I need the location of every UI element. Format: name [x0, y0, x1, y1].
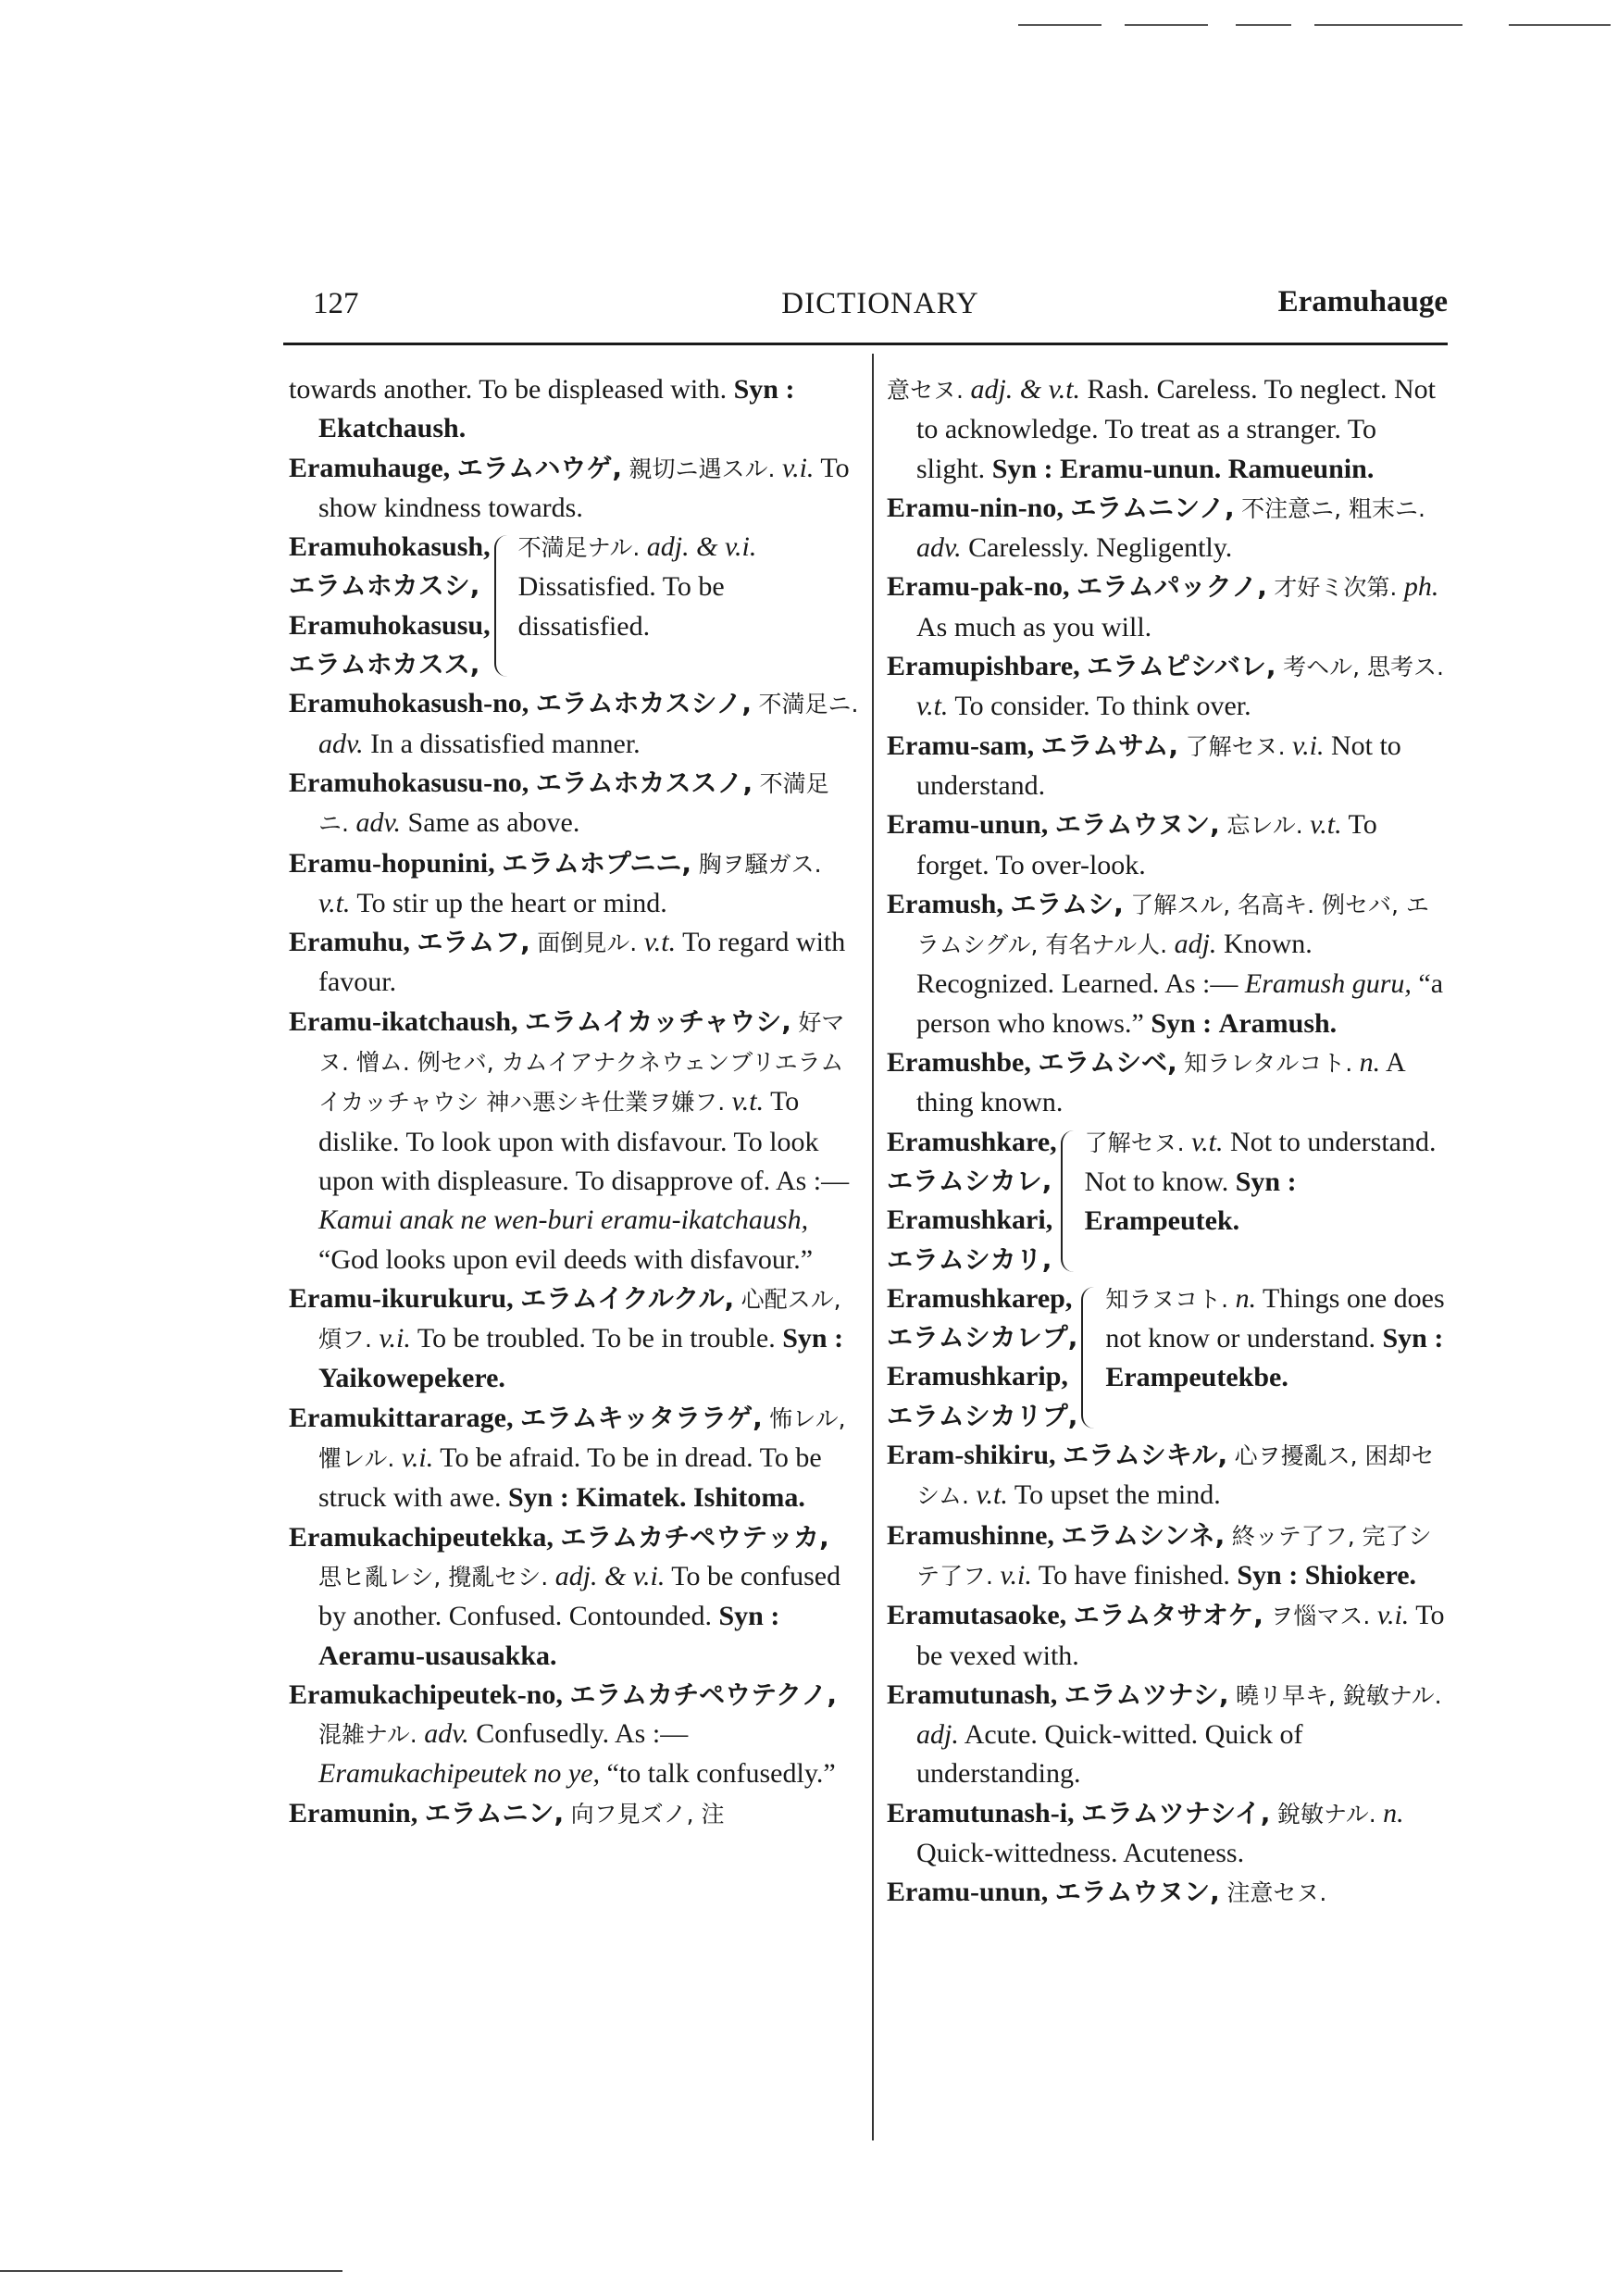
dictionary-entry	[289, 1676, 859, 1794]
dictionary-entry	[289, 844, 859, 924]
definition: towards another. To be displeased with.	[289, 374, 734, 405]
dictionary-entry	[289, 923, 859, 1003]
synonym: Shiokere.	[1304, 1559, 1417, 1591]
dictionary-entry	[887, 1043, 1451, 1123]
part-of-speech: n.	[1235, 1282, 1257, 1314]
part-of-speech: v.t.	[1310, 809, 1342, 841]
part-of-speech: n.	[1359, 1047, 1381, 1079]
grouped-entry	[887, 1123, 1451, 1279]
definition: To stir up the heart or mind.	[356, 887, 667, 918]
definition: Not to understand.	[916, 730, 1401, 801]
synonym-label: Syn :	[1151, 1007, 1213, 1039]
part-of-speech: adv.	[424, 1718, 469, 1750]
dictionary-entry	[887, 1873, 1451, 1913]
scan-mark	[1314, 24, 1462, 26]
part-of-speech: v.i.	[401, 1442, 434, 1474]
headword-kana: エラムピシバレ,	[1087, 651, 1276, 682]
synonym-label: Syn :	[1235, 1166, 1297, 1197]
headword: Eramu-ikurukuru,	[289, 1282, 514, 1314]
part-of-speech: adv.	[355, 807, 402, 839]
headword: Eramu-hopunini,	[289, 847, 495, 879]
definition: To dislike. To look upon with disfavour. To look upon with displeasure. To disapprove of. As :—	[318, 1086, 850, 1196]
definition: To regard with favour.	[318, 927, 846, 998]
entry-kanji: 不注意ニ, 粗末ニ.	[1241, 494, 1425, 522]
headword: Eramu-unun,	[887, 809, 1049, 841]
entry-kanji: 考ヘル, 思考ス.	[1283, 654, 1444, 681]
synonym-label: Syn :	[991, 453, 1053, 484]
synonym: Yaikowepekere.	[318, 1363, 505, 1394]
headword-kana: エラムニン,	[424, 1797, 565, 1828]
synonym: Kimatek. Ishitoma.	[576, 1482, 805, 1514]
headword: Eramushkari,	[887, 1204, 1053, 1236]
dictionary-entry	[289, 684, 859, 764]
synonym-label: Syn :	[1382, 1323, 1444, 1354]
dictionary-entry	[887, 1516, 1451, 1597]
headword-kana: エラムカチペウテッカ,	[560, 1521, 829, 1553]
running-header	[313, 278, 1448, 324]
headword: Eramuhauge,	[289, 452, 451, 483]
part-of-speech: v.t.	[643, 927, 677, 958]
definition: As much as you will.	[916, 611, 1152, 643]
page-number: 127	[313, 287, 359, 320]
dictionary-entry	[887, 647, 1451, 727]
entry-kanji: 意セヌ.	[887, 377, 964, 404]
entry-kanji: 知ラレタルコト.	[1184, 1050, 1353, 1078]
definition: Dissatisfied. To be dissatisfied.	[517, 571, 725, 642]
headword: Eramuhokasusu-no,	[289, 767, 529, 798]
headword: Eramu-sam,	[887, 730, 1035, 761]
dictionary-entry	[887, 1596, 1451, 1676]
headword-kana: エラムシカリプ,	[887, 1400, 1078, 1431]
part-of-speech: adj. & v.i.	[646, 531, 757, 563]
dictionary-entry	[289, 1003, 859, 1279]
definition: Known. Recognized. Learned. As :—	[916, 929, 1313, 1000]
part-of-speech: adj. & v.t.	[970, 374, 1081, 405]
entry-kanji: 不満足ニ.	[758, 691, 859, 718]
headword: Eramu-ikatchaush,	[289, 1005, 518, 1037]
entry-kanji: 面倒見ル.	[537, 930, 638, 957]
definition: To consider. To think over.	[954, 691, 1251, 722]
group-definition	[1105, 1279, 1451, 1436]
headword-kana: エラムシカレプ,	[887, 1322, 1078, 1354]
headword-kana: エラムウヌン,	[1054, 1877, 1220, 1908]
grouped-entry	[289, 528, 859, 684]
header-rule	[283, 343, 1448, 345]
headword: Eramuhokasush,	[289, 531, 491, 563]
definition: To be vexed with.	[916, 1600, 1445, 1671]
headword-kana: エラムホカススノ,	[535, 767, 753, 798]
definition: Confusedly. As :—	[476, 1718, 689, 1750]
entry-kanji: 曉リ早キ, 銳敏ナル.	[1236, 1681, 1442, 1709]
dictionary-entry	[887, 1794, 1451, 1874]
headword-kana: エラムホカスス,	[289, 649, 480, 680]
headword-kana: エラムキッタララゲ,	[519, 1402, 763, 1433]
definition: Quick-wittedness. Acuteness.	[916, 1837, 1245, 1868]
example-phrase: Eramukachipeutek no ye,	[318, 1758, 601, 1790]
example-gloss: “a person who knows.”	[916, 968, 1444, 1039]
headword: Eramushkare,	[887, 1126, 1057, 1157]
part-of-speech: v.i.	[379, 1323, 411, 1354]
synonym: Ekatchaush.	[318, 413, 467, 444]
dictionary-entry	[289, 1518, 859, 1676]
headword-kana: エラムツナシイ,	[1081, 1797, 1271, 1828]
part-of-speech: v.i.	[1292, 730, 1325, 761]
entry-kanji: 不満足ナル.	[517, 534, 641, 562]
brace-mark	[1061, 1130, 1079, 1272]
headword-kana: エラムツナシ,	[1064, 1678, 1229, 1710]
synonym: Aeramu-usausakka.	[318, 1640, 557, 1671]
headword: Eramushkarip,	[887, 1361, 1068, 1392]
left-column	[289, 370, 859, 1834]
headword-kana: エラムカチペウテクノ,	[569, 1678, 838, 1710]
headword: Eramutasaoke,	[887, 1600, 1067, 1631]
entry-kanji: 向フ見ズノ, 注	[570, 1800, 725, 1828]
entry-kanji: 心ヲ擾亂ス, 困却セシム.	[916, 1442, 1435, 1510]
definition: Things one does not know or understand.	[1105, 1282, 1445, 1354]
part-of-speech: v.t.	[916, 691, 949, 722]
part-of-speech: v.i.	[1376, 1600, 1410, 1631]
brace-mark	[1081, 1287, 1100, 1429]
headword: Eramushinne,	[887, 1519, 1054, 1551]
synonym: Erampeutek.	[1084, 1205, 1240, 1237]
definition: Same as above.	[407, 807, 580, 839]
headword: Eramukachipeutek-no,	[289, 1678, 563, 1710]
dictionary-entry	[887, 568, 1451, 647]
entry-kanji: 不満足ニ.	[318, 769, 829, 838]
headword-kana: エラムタサオケ,	[1073, 1600, 1263, 1631]
definition: To be afraid. To be in dread. To be struck with awe.	[318, 1442, 822, 1514]
headword: Eramushbe,	[887, 1047, 1031, 1079]
dictionary-entry	[289, 449, 859, 529]
entry-kanji: 心配スル, 煩フ.	[318, 1285, 841, 1354]
entry-kanji: 了解セヌ.	[1084, 1129, 1185, 1156]
dictionary-entry	[289, 764, 859, 844]
headword: Eramunin,	[289, 1797, 418, 1828]
headword: Eramu-unun,	[887, 1877, 1049, 1908]
group-definition	[518, 528, 859, 684]
dictionary-entry	[887, 370, 1451, 489]
column-divider	[872, 354, 874, 2140]
scan-mark	[1125, 24, 1208, 26]
headword-kana: エラムイカッチャウシ,	[525, 1005, 791, 1037]
part-of-speech: v.i.	[1000, 1559, 1032, 1591]
synonym-label: Syn :	[782, 1323, 844, 1354]
entry-kanji: 了解スル, 名高キ. 例セバ, エラムシグル, 有名ナル人.	[916, 891, 1429, 959]
dictionary-entry	[887, 805, 1451, 885]
dictionary-entry	[289, 1399, 859, 1518]
definition: To be troubled. To be in trouble.	[417, 1323, 776, 1354]
headword: Eramuhokasusu,	[289, 609, 491, 641]
entry-kanji: 怖レル, 懼レル.	[318, 1404, 846, 1473]
definition: A thing known.	[916, 1047, 1405, 1118]
example-phrase: Kamui anak ne wen-buri eramu-ikatchaush,	[318, 1204, 809, 1236]
headword-kana: エラムウヌン,	[1054, 809, 1220, 841]
definition: Not to understand. Not to know.	[1084, 1126, 1437, 1197]
dictionary-entry	[289, 1279, 859, 1399]
part-of-speech: adj.	[916, 1719, 959, 1751]
entry-kanji: 才好ミ次第.	[1274, 574, 1398, 602]
entry-kanji: 胸ヲ騒ガス.	[698, 850, 822, 878]
synonym-label: Syn :	[718, 1601, 780, 1632]
part-of-speech: adj. & v.i.	[554, 1560, 666, 1591]
headword-kana: エラムフ,	[417, 927, 530, 958]
group-definition	[1085, 1123, 1451, 1279]
headword-kana: エラムシンネ,	[1061, 1519, 1226, 1551]
headword: Eramukachipeutekka,	[289, 1521, 554, 1553]
right-column	[887, 370, 1451, 1914]
entry-kanji: ヲ惱マス.	[1270, 1603, 1371, 1630]
entry-kanji: 忘レル.	[1226, 812, 1303, 840]
part-of-speech: v.t.	[731, 1086, 765, 1117]
example-phrase: Eramush guru,	[1244, 968, 1412, 1000]
headword-kana: エラムシカリ,	[887, 1243, 1052, 1275]
part-of-speech: v.t.	[1191, 1126, 1224, 1157]
headword-kana: エラムシキル,	[1063, 1440, 1228, 1471]
headword: Eramushkarep,	[887, 1282, 1073, 1314]
example-gloss: “to talk confusedly.”	[606, 1758, 836, 1790]
grouped-entry	[887, 1279, 1451, 1436]
entry-kanji: 了解セヌ.	[1185, 732, 1286, 760]
headword: Eramush,	[887, 888, 1003, 919]
part-of-speech: v.t.	[976, 1479, 1008, 1511]
headword: Eramuhu,	[289, 927, 410, 958]
headword-kana: エラムシカレ,	[887, 1165, 1052, 1196]
scan-mark	[1509, 24, 1611, 26]
dictionary-entry	[887, 885, 1451, 1043]
dictionary-entry	[887, 1436, 1451, 1516]
entry-kanji: 知ラヌコト.	[1105, 1285, 1229, 1313]
part-of-speech: n.	[1383, 1797, 1404, 1828]
headword-kana: エラムハウゲ,	[456, 452, 623, 483]
entry-kanji: 銳敏ナル.	[1276, 1800, 1376, 1828]
dictionary-entry	[887, 489, 1451, 568]
definition: To have finished.	[1038, 1559, 1230, 1591]
headword-kana: エラムパックノ,	[1077, 571, 1267, 603]
headword: Eramutunash,	[887, 1678, 1058, 1710]
dictionary-entry	[887, 727, 1451, 806]
definition: Rash. Careless. To neglect. Not to acknowledge. To treat as a stranger. To slight.	[916, 374, 1436, 484]
scan-mark	[0, 2270, 342, 2272]
headword: Eramuhokasush-no,	[289, 688, 529, 719]
scan-mark	[1018, 24, 1101, 26]
dictionary-entry	[289, 370, 859, 449]
dictionary-entry	[887, 1676, 1451, 1794]
synonym-label: Syn :	[733, 374, 795, 405]
headword: Eramu-pak-no,	[887, 571, 1070, 603]
headword-kana: エラムホカスシノ,	[535, 688, 753, 719]
definition: To show kindness towards.	[318, 452, 850, 523]
headword-kana: エラムサム,	[1040, 730, 1179, 761]
headword-group	[289, 528, 491, 684]
headword: Eram-shikiru,	[887, 1440, 1056, 1471]
headword: Eramukittararage,	[289, 1402, 514, 1433]
headword-kana: エラムニンノ,	[1070, 492, 1235, 523]
definition: In a dissatisfied manner.	[370, 728, 641, 759]
part-of-speech: v.t.	[318, 887, 351, 918]
synonym: Aramush.	[1218, 1007, 1338, 1039]
entry-kanji: 終ッテ了フ, 完了シテ了フ.	[916, 1522, 1432, 1590]
part-of-speech: v.i.	[782, 452, 815, 483]
entry-kanji: 好マヌ. 憎ム. 例セバ, カムイアナクネウェンブリエラムイカッチャウシ 神ハ悪シキ仕業ヲ嫌フ.	[318, 1008, 845, 1117]
part-of-speech: adv.	[916, 532, 962, 564]
definition: To forget. To over-look.	[916, 809, 1377, 880]
definition: To upset the mind.	[1014, 1479, 1221, 1511]
part-of-speech: adv.	[318, 728, 364, 759]
headword-group	[887, 1123, 1057, 1279]
synonym-label: Syn :	[1237, 1559, 1299, 1591]
entry-kanji: 思ヒ亂レシ, 攪亂セシ.	[318, 1563, 549, 1591]
header-title: DICTIONARY	[781, 287, 979, 320]
entry-kanji: 混雑ナル.	[318, 1721, 417, 1749]
headword-kana: エラムイクルクル,	[520, 1282, 735, 1314]
part-of-speech: ph.	[1403, 571, 1439, 603]
headword-kana: エラムホプニニ,	[502, 847, 692, 879]
brace-mark	[494, 535, 513, 677]
definition: Acute. Quick-witted. Quick of understanding.	[916, 1719, 1303, 1790]
headword-kana: エラムホカスシ,	[289, 570, 480, 602]
definition: To be confused by another. Confused. Contounded.	[318, 1560, 841, 1632]
synonym: Erampeutekbe.	[1105, 1362, 1288, 1393]
synonym-label: Syn :	[507, 1482, 569, 1514]
running-head-word: Eramuhauge	[1277, 285, 1448, 318]
headword-group	[887, 1279, 1077, 1436]
part-of-speech: adj.	[1174, 929, 1217, 960]
headword-kana: エラムシベ,	[1038, 1047, 1177, 1079]
definition: Carelessly. Negligently.	[968, 532, 1233, 564]
dictionary-entry	[289, 1794, 859, 1834]
synonym: Eramu-unun. Ramueunin.	[1060, 453, 1375, 484]
headword-kana: エラムシ,	[1010, 888, 1124, 919]
headword: Eramutunash-i,	[887, 1797, 1075, 1828]
headword: Eramupishbare,	[887, 651, 1080, 682]
scan-mark	[1236, 24, 1291, 26]
example-gloss: “God looks upon evil deeds with disfavour.”	[318, 1243, 814, 1275]
headword: Eramu-nin-no,	[887, 492, 1064, 523]
entry-kanji: 注意セヌ.	[1226, 1879, 1327, 1907]
entry-kanji: 親切ニ遇スル.	[629, 455, 776, 482]
